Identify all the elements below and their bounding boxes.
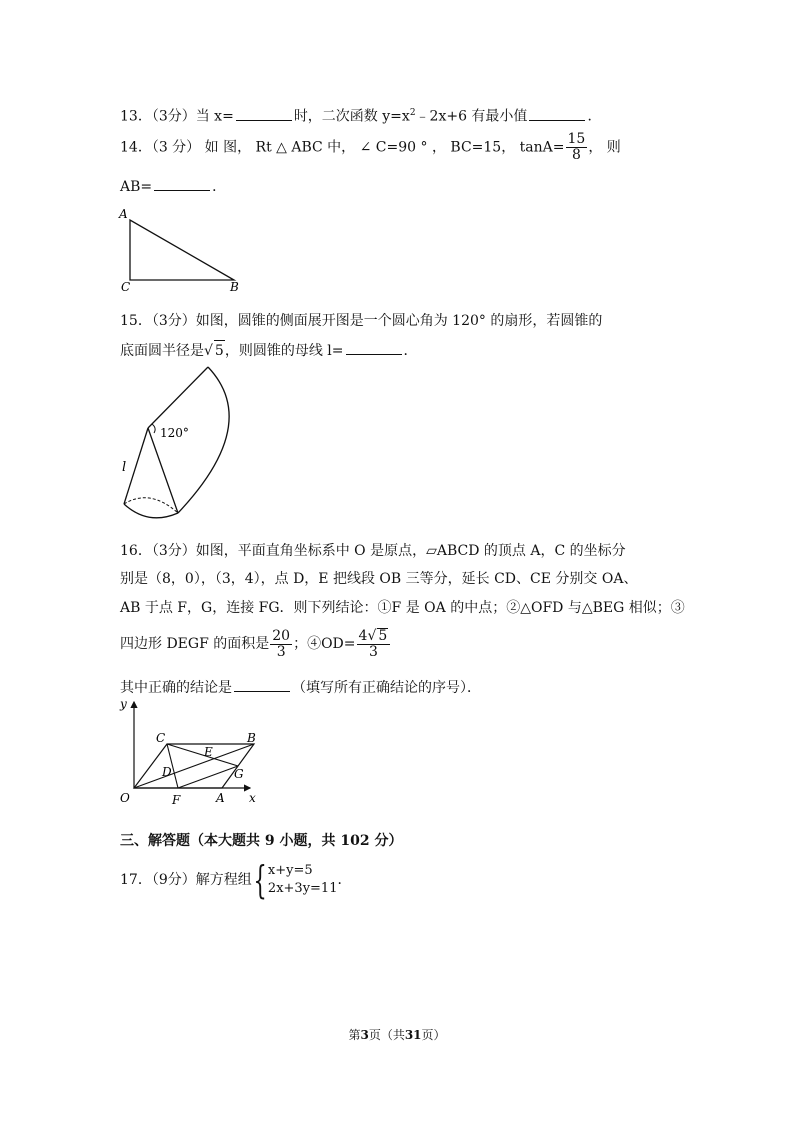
q17-equation-system: [252, 858, 338, 902]
sqrt-sign: √: [204, 343, 213, 359]
line-fg: [178, 766, 238, 788]
footer-mid: 页（共: [368, 1028, 405, 1042]
label-c: C: [156, 731, 166, 745]
q16-od-den: 3: [368, 644, 378, 660]
question-15: [120, 311, 602, 331]
cone-right-side: [148, 428, 178, 513]
q17-prefix: 17．（9分）解方程组: [120, 872, 252, 888]
footer-total-pages: 31: [404, 1028, 422, 1042]
label-b: B: [247, 731, 256, 745]
q16-line5-suffix: （填写所有正确结论的序号）．: [292, 680, 481, 696]
q14-frac-den: 8: [571, 147, 581, 163]
base-front-arc: [124, 504, 178, 518]
angle-mark: [152, 424, 155, 433]
q16-area-den: 3: [276, 643, 286, 660]
question-16-line4: [120, 628, 391, 660]
q14-line2-prefix: AB=: [120, 179, 153, 195]
system-brace: {: [253, 858, 267, 902]
q15-cone-figure: [112, 364, 246, 528]
question-16-line1: [120, 541, 626, 561]
label-c: C: [121, 280, 131, 294]
system-rows: [268, 862, 338, 898]
label-y: y: [120, 697, 127, 711]
q14-suffix: ， 则: [588, 139, 621, 156]
q16-line2: 别是（8，0），（3，4），点 D，E 把线段 OB 三等分，延长 CD、CE 分别交 OA、: [120, 571, 638, 587]
label-e: E: [204, 745, 213, 759]
q17-eq1: x+y=5: [267, 863, 313, 878]
q16-od-num: [357, 628, 391, 645]
side-label-l: l: [122, 460, 127, 475]
label-x: x: [249, 791, 256, 805]
q13-exponent: 2: [409, 108, 416, 118]
q16-od-coef: 4: [358, 628, 368, 644]
q16-area-num: 20: [272, 627, 291, 644]
question-16-line2: [120, 569, 637, 589]
cone-left-side: [124, 428, 148, 504]
label-o: O: [120, 791, 130, 805]
q17-eq2: 2x+3y=11: [267, 881, 338, 896]
footer-page-number: 3: [360, 1028, 369, 1042]
q16-blank-answer: [234, 677, 290, 692]
q13-blank-x: [236, 106, 292, 121]
q16-line3: AB 于点 F，G，连接 FG．则下列结论：①F 是 OA 的中点；②△OFD 与△BEG 相似；③: [120, 600, 685, 616]
label-g: G: [234, 767, 244, 781]
q17-end: ．: [337, 872, 352, 888]
q16-coordinate-figure: [116, 696, 262, 812]
section-3-heading: [120, 831, 402, 851]
triangle-abc: [130, 220, 234, 280]
q14-tan-fraction: [566, 132, 588, 163]
q16-od-sqrt: 5: [378, 628, 388, 644]
q15-line2-prefix: 底面圆半径是: [120, 343, 204, 359]
label-f: F: [172, 793, 181, 807]
q14-line2-end: ．: [212, 179, 227, 195]
question-16-line5: [120, 677, 481, 698]
diagonal-ob: [134, 744, 254, 788]
q15-line2-suffix: ，则圆锥的母线 l=: [224, 343, 344, 359]
angle-label: 120°: [160, 426, 189, 440]
q16-area-fraction: [270, 629, 292, 660]
label-a: A: [216, 791, 225, 805]
question-17: [120, 858, 352, 902]
q15-line1: 15．（3分）如图，圆锥的侧面展开图是一个圆心角为 120° 的扇形，若圆锥的: [120, 313, 603, 329]
q15-line2-end: ．: [403, 343, 418, 359]
q13-middle: 时，二次函数 y=x: [293, 108, 410, 125]
q16-od-fraction: [357, 628, 391, 660]
sqrt-sign-od: √: [367, 628, 377, 644]
q15-blank-l: [346, 340, 402, 355]
q16-line4-prefix: 四边形 DEGF 的面积是: [120, 636, 270, 652]
footer-post: 页）: [421, 1028, 446, 1042]
q15-sqrt-value: 5: [214, 340, 225, 361]
q14-blank-ab: [154, 176, 210, 191]
page-footer: [0, 1026, 794, 1043]
footer-pre: 第: [348, 1028, 361, 1042]
q16-line1: 16．（3分）如图，平面直角坐标系中 O 是原点，▱ABCD 的顶点 A，C 的坐标分: [120, 543, 626, 559]
label-b: B: [230, 280, 239, 294]
question-16-line3: [120, 598, 685, 618]
question-15-line2: [120, 340, 418, 361]
question-14-line2: [120, 176, 226, 197]
section-3-title: 三、解答题（本大题共 9 小题，共 102 分）: [120, 833, 403, 849]
q14-prefix: 14．（3 分） 如 图， Rt △ ABC 中， ∠ C=90 ° ， BC=15， tanA=: [120, 139, 565, 156]
q13-end: ．: [587, 108, 602, 125]
q13-blank-min: [529, 106, 585, 121]
question-14: [120, 132, 621, 163]
q13-prefix: 13．（3分）当 x=: [120, 108, 234, 125]
label-d: D: [162, 765, 172, 779]
sector-radius: [148, 367, 208, 428]
q14-triangle-figure: [116, 204, 246, 296]
q13-suffix: ﹣2x+6 有最小值: [415, 108, 528, 125]
q16-line5-prefix: 其中正确的结论是: [120, 680, 232, 696]
label-a: A: [119, 207, 128, 221]
question-13: [120, 103, 601, 127]
q14-frac-num: 15: [567, 131, 586, 147]
q16-line4-mid: ；④OD=: [293, 636, 356, 652]
